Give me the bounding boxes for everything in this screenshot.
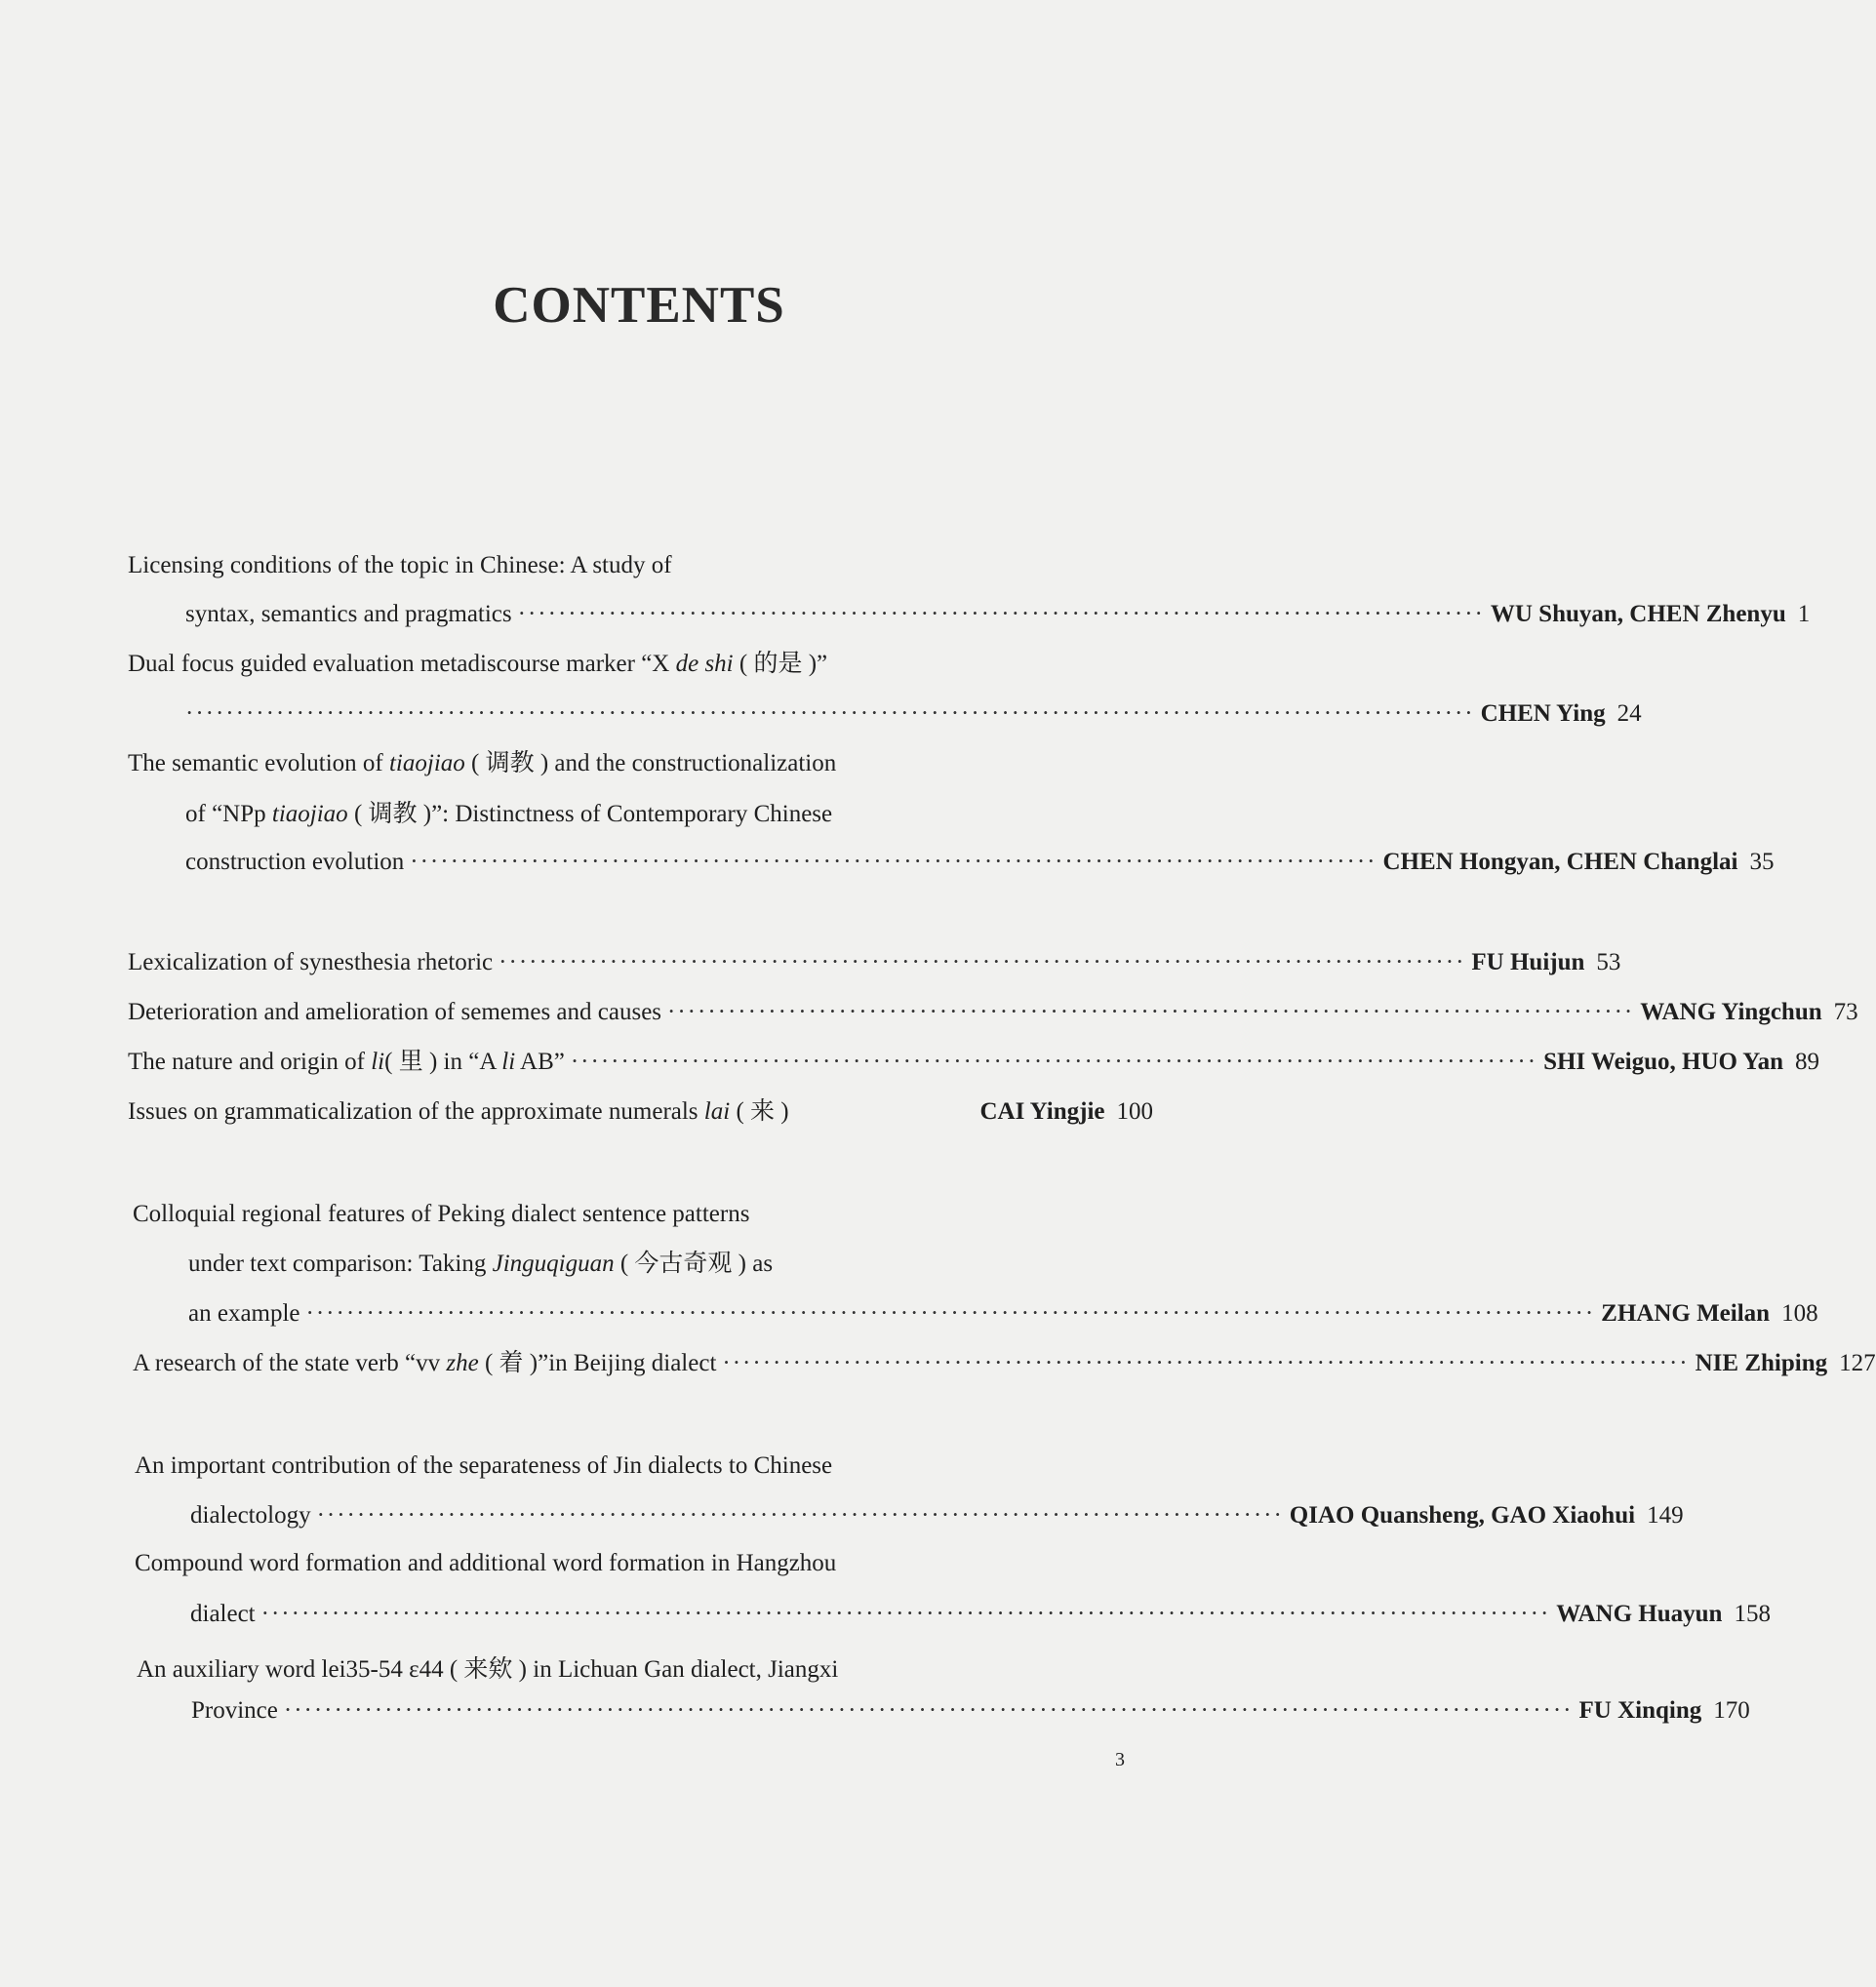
toc-author: QIAO Quansheng, GAO Xiaohui — [1289, 1502, 1636, 1529]
dot-leader: ································································································································ — [305, 1300, 1596, 1327]
toc-entry: The nature and origin of li( 里 ) in “A li AB” ································································································ SHI Weiguo, HUO Yan 89 — [128, 1049, 1819, 1075]
toc-entry: Issues on grammaticalization of the approximate numerals lai ( 来 ) CAI Yingjie 100 — [128, 1098, 1153, 1125]
toc-entry: an example ································································································································ ZHANG Meilan 108 — [188, 1300, 1818, 1327]
toc-entry-title: The semantic evolution of tiaojiao ( 调教 ) and the constructionalization — [128, 750, 837, 776]
dot-leader: ································································································································ — [185, 700, 1475, 727]
toc-entry: syntax, semantics and pragmatics ································································································ WU Shuyan, CHEN Zhenyu 1 — [185, 601, 1811, 627]
toc-author: NIE Zhiping — [1695, 1350, 1828, 1376]
toc-author: CAI Yingjie — [979, 1098, 1105, 1125]
toc-entry-title: An auxiliary word lei35-54 ɛ44 ( 来欸 ) in Lichuan Gan dialect, Jiangxi — [137, 1656, 839, 1683]
toc-entry-title: under text comparison: Taking Jinguqiguan ( 今古奇观 ) as — [188, 1251, 774, 1277]
toc-page: 53 — [1596, 949, 1621, 975]
toc-page: 35 — [1749, 849, 1775, 875]
toc-author: WANG Yingchun — [1640, 999, 1822, 1025]
toc-entry-title: Compound word formation and additional word formation in Hangzhou — [135, 1550, 837, 1576]
toc-author: WU Shuyan, CHEN Zhenyu — [1490, 601, 1786, 627]
dot-leader: ································································································································ — [283, 1697, 1574, 1724]
toc-entry-title: of “NPp tiaojiao ( 调教 )”: Distinctness of Contemporary Chinese — [185, 801, 833, 827]
toc-page: 1 — [1797, 601, 1811, 627]
toc-entry-title: Licensing conditions of the topic in Chinese: A study of — [128, 552, 672, 578]
toc-page: 170 — [1713, 1697, 1750, 1724]
toc-author: FU Huijun — [1471, 949, 1585, 975]
dot-leader: ································································································ — [410, 849, 1377, 875]
toc-entry: construction evolution ································································································ CHEN Hongyan, CHEN Changlai 35 — [185, 849, 1775, 875]
toc-author: WANG Huayun — [1556, 1601, 1723, 1627]
page-number: 3 — [1115, 1749, 1125, 1770]
dot-leader: ································································································ — [499, 949, 1466, 975]
toc-author: FU Xinqing — [1578, 1697, 1702, 1724]
toc-entry: Lexicalization of synesthesia rhetoric ································································································ FU Huijun 53 — [128, 949, 1621, 975]
dot-leader: ································································································ — [667, 999, 1635, 1025]
toc-page: 149 — [1647, 1502, 1684, 1529]
toc-entry: Province ································································································································ FU Xinqing 170 — [191, 1697, 1750, 1724]
toc-entry: dialect ································································································································ WANG Huayun 158 — [190, 1601, 1771, 1627]
dot-leader: ································································································ — [316, 1502, 1284, 1529]
toc-entry — [185, 699, 1642, 729]
toc-entry-title: An important contribution of the separateness of Jin dialects to Chinese — [135, 1452, 833, 1479]
dot-leader: ································································································································ — [260, 1601, 1551, 1627]
toc-author: ZHANG Meilan — [1601, 1300, 1771, 1327]
page-title: CONTENTS — [493, 277, 785, 334]
toc-author: CHEN Hongyan, CHEN Changlai — [1382, 849, 1738, 875]
dot-leader: ································································································ — [517, 601, 1485, 627]
toc-page: 24 — [1617, 700, 1642, 727]
toc-page: 100 — [1116, 1098, 1153, 1125]
toc-page: 158 — [1734, 1601, 1771, 1627]
toc-author: CHEN Ying — [1480, 700, 1606, 727]
toc-entry-title: Colloquial regional features of Peking dialect sentence patterns — [133, 1201, 750, 1227]
toc-page: 108 — [1781, 1300, 1818, 1327]
toc-entry: A research of the state verb “vv zhe ( 着 )”in Beijing dialect ································································································ NIE Zhiping 127 — [133, 1350, 1876, 1376]
toc-page: 127 — [1839, 1350, 1876, 1376]
toc-page: 89 — [1794, 1049, 1819, 1075]
dot-leader: ································································································ — [570, 1049, 1538, 1075]
toc-author: SHI Weiguo, HUO Yan — [1543, 1049, 1783, 1075]
toc-entry: Deterioration and amelioration of sememes and causes ································································································ WANG Yingchun 73 — [128, 999, 1858, 1025]
dot-leader: ································································································ — [722, 1350, 1690, 1376]
toc-entry: dialectology ································································································ QIAO Quansheng, GAO Xiaohui 149 — [190, 1502, 1684, 1529]
toc-page: 73 — [1833, 999, 1858, 1025]
toc-entry-title: Dual focus guided evaluation metadiscourse marker “X de shi ( 的是 )” — [128, 651, 828, 677]
